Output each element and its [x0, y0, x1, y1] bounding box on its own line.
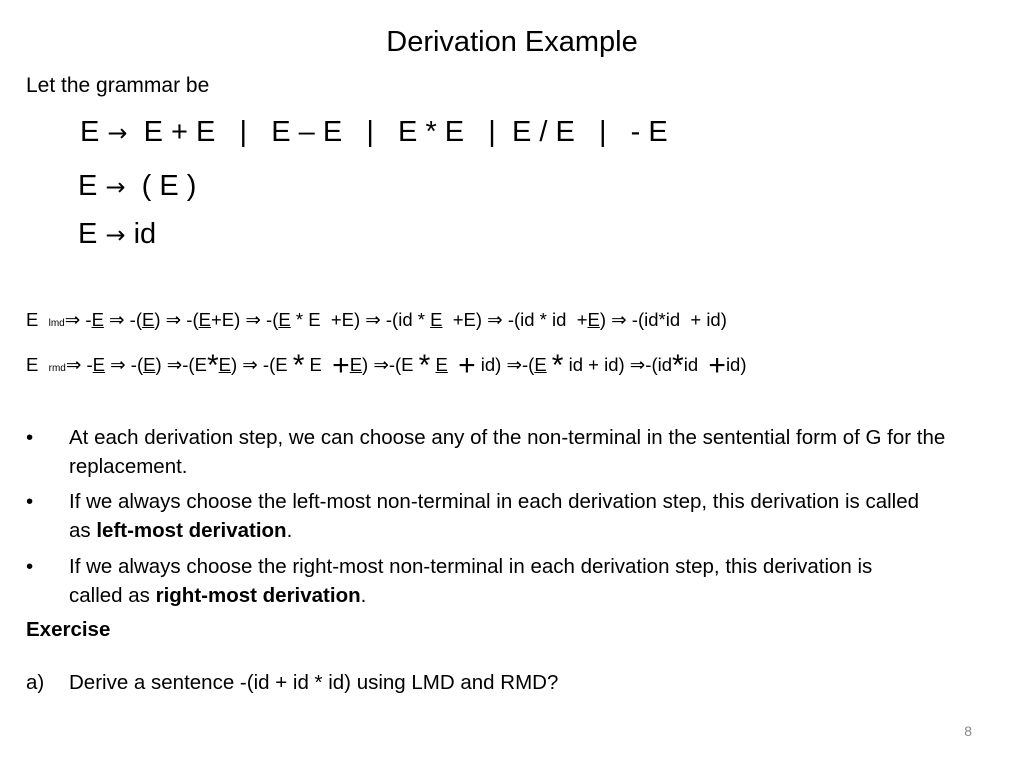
bullet-1: • At each derivation step, we can choose any of the non-terminal in the sentential form of G for the replacement. [26, 423, 969, 481]
production-1: E → E + E | E – E | E * E | E / E | - E [80, 116, 668, 148]
arrow-icon: → [105, 173, 126, 201]
bullet-icon: • [26, 490, 34, 513]
production-2: E → ( E ) [78, 170, 197, 202]
exercise-heading: Exercise [26, 618, 111, 641]
page-number: 8 [964, 723, 972, 739]
exercise-item [26, 671, 558, 695]
bullet-2: • If we always choose the left-most non-terminal in each derivation step, this derivation is called as left-most derivation. [26, 487, 929, 545]
production-3: E → id [78, 218, 157, 250]
slide-title: Derivation Example [386, 26, 638, 58]
lmd-derivation: E lmd⇒ -E ⇒ -(E) ⇒ -(E+E) ⇒ -(E * E +E) ⇒ -(id * E +E) ⇒ -(id * id +E) ⇒ -(id*id + id) [26, 309, 727, 330]
arrow-icon: → [105, 221, 126, 249]
bullet-icon: • [26, 426, 34, 449]
rmd-derivation: E rmd⇒ -E ⇒ -(E) ⇒-(E*E) ⇒ -(E * E +E) ⇒-(E * E + id) ⇒-(E * id + id) ⇒-(id*id +id) [26, 349, 747, 382]
bullet-3: • If we always choose the right-most non-terminal in each derivation step, this derivation is called as right-most derivation. [26, 552, 929, 610]
exercise-question: Derive a sentence -(id + id * id) using LMD and RMD? [69, 671, 559, 694]
intro-text: Let the grammar be [26, 74, 210, 97]
exercise-label: a) [26, 671, 45, 694]
arrow-icon: → [107, 119, 128, 147]
bullet-icon: • [26, 555, 34, 578]
